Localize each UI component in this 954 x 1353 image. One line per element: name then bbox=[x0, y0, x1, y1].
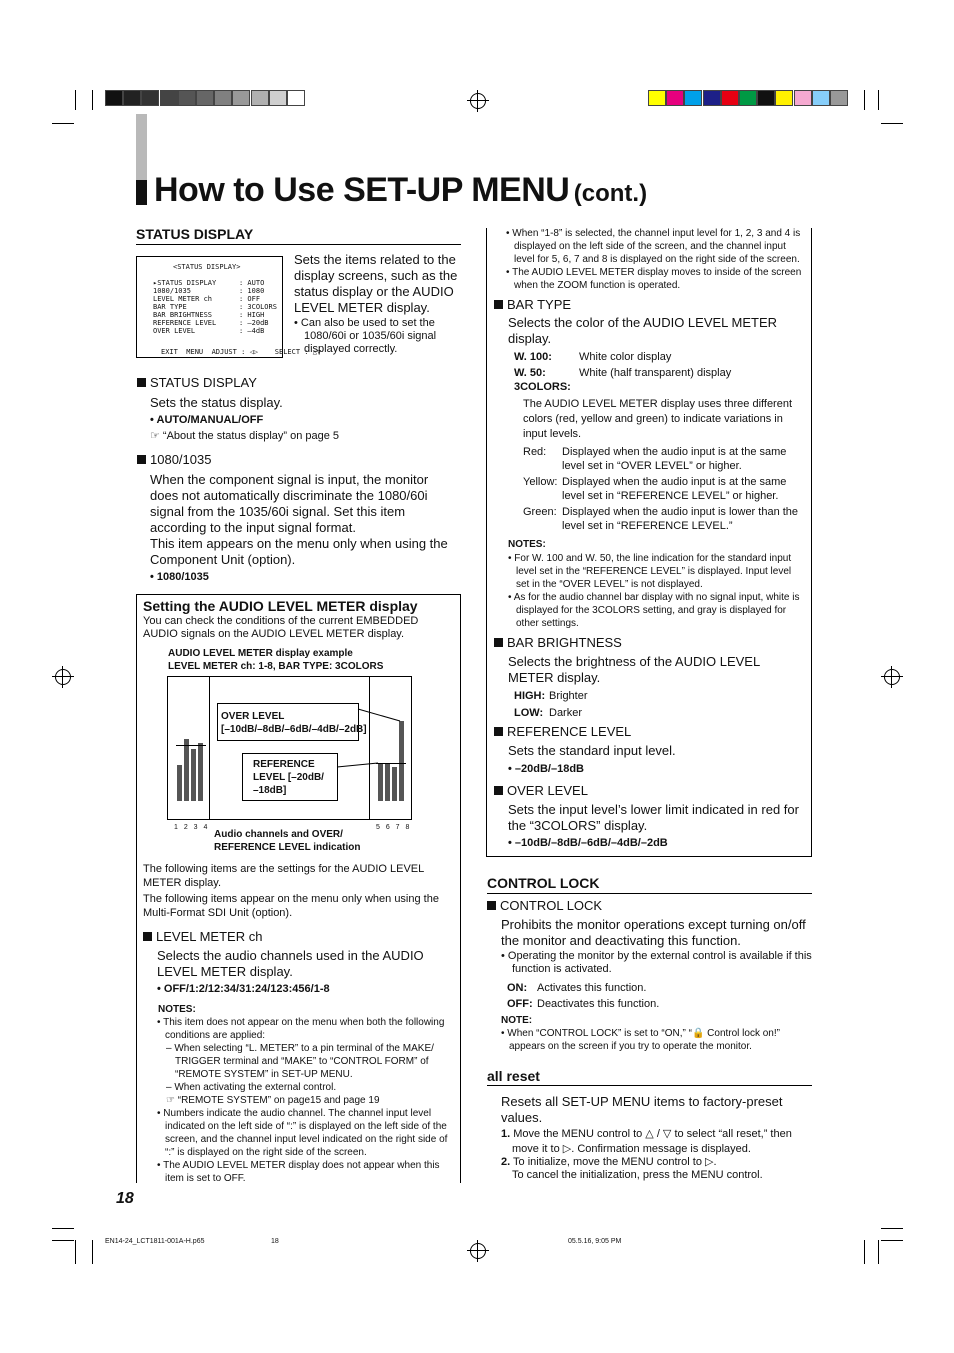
gray-swatch bbox=[287, 90, 305, 106]
status-display-options: • AUTO/MANUAL/OFF bbox=[150, 414, 264, 426]
menu-row-label: BAR BRIGHTNESS bbox=[153, 311, 213, 319]
item-control-lock: CONTROL LOCK bbox=[487, 898, 602, 914]
note-item: ☞ “REMOTE SYSTEM” on page15 and page 19 bbox=[166, 1095, 380, 1106]
item-1080-1035: 1080/1035 bbox=[137, 452, 211, 468]
option-row bbox=[507, 980, 659, 996]
color-item bbox=[523, 505, 807, 533]
option-key: W. 50: bbox=[514, 367, 546, 379]
color-key: Red: bbox=[523, 446, 547, 458]
option-row bbox=[514, 365, 731, 381]
menu-row-value: : 1080 bbox=[239, 287, 265, 295]
note-item: – When activating the external control. bbox=[166, 1082, 337, 1093]
note-item: • Numbers indicate the audio channel. The channel input level indicated on the left side of “:” is displayed on the left side of the screen, and the channel input level indicated on the right side of “:” is displayed on the right side of the screen. bbox=[157, 1108, 448, 1158]
option-value: White color display bbox=[579, 351, 672, 363]
option-value: Brighter bbox=[549, 690, 588, 702]
color-swatch bbox=[739, 90, 757, 106]
item-bar-type: BAR TYPE bbox=[494, 297, 571, 313]
bar-brightness-desc: Selects the brightness of the AUDIO LEVEL METER display. bbox=[508, 654, 760, 685]
registration-mark-right bbox=[884, 669, 900, 685]
status-display-desc: Sets the status display. bbox=[150, 395, 283, 410]
all-reset-heading: all reset bbox=[487, 1068, 540, 1084]
note-item: • When “1-8” is selected, the channel input level for 1, 2, 3 and 4 is displayed on the left side of the screen, and the channel input level for 5, 6, 7 and 8 is displayed on the right side of the screen. bbox=[506, 228, 801, 265]
bar-type-notes bbox=[508, 552, 804, 630]
menu-row bbox=[153, 327, 265, 335]
item-level-meter-ch: LEVEL METER ch bbox=[143, 929, 262, 945]
menu-row-value: : –20dB bbox=[239, 319, 269, 327]
footer-file: EN14-24_LCT1811-001A-H.p65 bbox=[105, 1238, 205, 1245]
option-row bbox=[514, 688, 588, 705]
color-swatch bbox=[666, 90, 684, 106]
color-swatch bbox=[775, 90, 793, 106]
menu-row-value: : 3COLORS bbox=[239, 303, 277, 311]
color-value: Displayed when the audio input is at the same level set in “REFERENCE LEVEL” or higher. bbox=[562, 476, 787, 502]
color-value: Displayed when the audio input is at the same level set in “OVER LEVEL” or higher. bbox=[562, 446, 787, 472]
bar-type-desc: Selects the color of the AUDIO LEVEL METER display. bbox=[508, 315, 778, 346]
control-lock-bullet: • Operating the monitor by the external control is available if this function is activated. bbox=[501, 950, 812, 975]
menu-row-label: REFERENCE LEVEL bbox=[153, 319, 217, 327]
level-meter-notes-title: NOTES: bbox=[158, 1004, 196, 1015]
registration-mark-top bbox=[470, 93, 486, 109]
item-1080-1035-options: • 1080/1035 bbox=[150, 571, 209, 583]
menu-row-label: OVER LEVEL bbox=[153, 327, 196, 335]
registration-mark-left bbox=[55, 669, 71, 685]
settings-intro: The following items are the settings for the AUDIO LEVEL METER display. bbox=[143, 863, 424, 889]
menu-row bbox=[153, 319, 269, 327]
option-key: ON: bbox=[507, 982, 528, 994]
menu-row-label: ▸STATUS DISPLAY bbox=[153, 279, 217, 287]
gray-swatch bbox=[141, 90, 159, 106]
note-item: – When selecting “L. METER” to a pin terminal of the MAKE/ TRIGGER terminal and “MAKE” to “CONTROL FORM” of “REMOTE SYSTEM” in SET-UP MENU. bbox=[166, 1043, 434, 1080]
settings-option-note: The following items appear on the menu only when using the Multi-Format SDI Unit (option). bbox=[143, 893, 439, 919]
color-swatch bbox=[794, 90, 812, 106]
bar-type-options bbox=[514, 349, 731, 381]
footer-page: 18 bbox=[271, 1238, 279, 1245]
option-row bbox=[514, 349, 731, 365]
color-value: Displayed when the audio input is lower than the level set in “REFERENCE LEVEL.” bbox=[562, 506, 799, 532]
bar-brightness-options bbox=[514, 688, 588, 722]
item-reference-level: REFERENCE LEVEL bbox=[494, 724, 631, 740]
status-display-ref: ☞ “About the status display” on page 5 bbox=[150, 430, 340, 442]
option-key: OFF: bbox=[507, 998, 533, 1010]
page-title: How to Use SET-UP MENU (cont.) bbox=[154, 171, 648, 209]
bar-type-notes-title: NOTES: bbox=[508, 539, 546, 550]
control-lock-desc: Prohibits the monitor operations except turning on/off the monitor and deactivating this function. bbox=[501, 917, 806, 948]
level-meter-options: • OFF/1:2/12:34/31:24/123:456/1-8 bbox=[157, 983, 330, 995]
title-marker bbox=[136, 180, 147, 205]
menu-row-label: LEVEL METER ch bbox=[153, 295, 213, 303]
example-caption-settings: LEVEL METER ch: 1-8, BAR TYPE: 3COLORS bbox=[168, 661, 384, 672]
channels-caption: Audio channels and OVER/ bbox=[214, 829, 343, 840]
menu-row bbox=[153, 279, 265, 287]
reference-level-callout: REFERENCE LEVEL [–20dB/ –18dB] bbox=[242, 753, 338, 801]
option-key: HIGH: bbox=[514, 690, 546, 702]
control-lock-note: • When “CONTROL LOCK” is set to “ON,” “🔒 Control lock on!” appears on the screen if you try to operate the monitor. bbox=[501, 1028, 780, 1052]
color-item bbox=[523, 445, 807, 473]
color-item bbox=[523, 475, 807, 503]
item-1080-1035-note: This item appears on the menu only when using the Component Unit (option). bbox=[150, 536, 448, 567]
menu-row-label: 1080/1035 bbox=[153, 287, 191, 295]
all-reset-desc: Resets all SET-UP MENU items to factory-preset values. bbox=[501, 1094, 783, 1125]
option-value: White (half transparent) display bbox=[579, 367, 732, 379]
status-display-intro: Sets the items related to the display screens, such as the status display or the AUDIO LEVEL METER display. bbox=[294, 252, 458, 315]
lock-icon: 🔒 bbox=[691, 1028, 705, 1039]
color-swatch bbox=[721, 90, 739, 106]
gray-swatch bbox=[251, 90, 269, 106]
option-row bbox=[507, 996, 659, 1012]
all-reset-step-1: 1. Move the MENU control to △ / ▽ to select “all reset,” then move it to ▷. Confirmation message is displayed. bbox=[501, 1128, 792, 1155]
three-colors-list bbox=[523, 445, 807, 535]
control-lock-note-title: NOTE: bbox=[501, 1015, 533, 1026]
note-item: • For W. 100 and W. 50, the line indication for the standard input level set in the “REFERENCE LEVEL” is displayed. Input level set in the “OVER LEVEL” is not displayed. bbox=[508, 553, 792, 590]
menu-row bbox=[153, 295, 261, 303]
color-swatch bbox=[812, 90, 830, 106]
menu-row-value: : HIGH bbox=[239, 311, 265, 319]
gray-swatch bbox=[105, 90, 123, 106]
right-channel-numbers: 5 6 7 8 bbox=[376, 824, 412, 831]
all-reset-step-2: 2. To initialize, move the MENU control to ▷. To cancel the initialization, press the MENU control. bbox=[501, 1156, 763, 1181]
meter-diagram bbox=[167, 676, 412, 820]
item-over-level: OVER LEVEL bbox=[494, 783, 588, 799]
status-menu-screen: <STATUS DISPLAY> ▸STATUS DISPLAY : AUTO 1080/1035 : 1080 LEVEL METER ch : OFF BAR TYPE : 3COLORS BAR BRIGHTNESS : HIGH REFERENCE LEVEL : –20dB OVER LEVEL : –4dB EXIT MENU ADJUST : ◁▷ SELECT : △▽ bbox=[136, 256, 283, 358]
control-lock-options bbox=[507, 980, 659, 1012]
status-display-intro-bullet: • Can also be used to set the 1080/60i or 1035/60i signal displayed correctly. bbox=[294, 317, 437, 355]
gray-swatch bbox=[178, 90, 196, 106]
menu-row-value: : AUTO bbox=[239, 279, 265, 287]
option-value: Deactivates this function. bbox=[537, 998, 660, 1010]
over-level-desc: Sets the input level’s lower limit indicated in red for the “3COLORS” display. bbox=[508, 802, 799, 833]
gray-swatch bbox=[269, 90, 287, 106]
note-item: • The AUDIO LEVEL METER display does not appear when this item is set to OFF. bbox=[157, 1160, 440, 1184]
over-level-options: • –10dB/–8dB/–6dB/–4dB/–2dB bbox=[508, 837, 668, 849]
reference-level-desc: Sets the standard input level. bbox=[508, 743, 676, 758]
color-swatch bbox=[703, 90, 721, 106]
menu-row bbox=[153, 287, 265, 295]
gray-swatch bbox=[123, 90, 141, 106]
gray-swatch bbox=[214, 90, 232, 106]
menu-row-value: : OFF bbox=[239, 295, 261, 303]
option-row bbox=[514, 705, 588, 722]
color-swatch bbox=[757, 90, 775, 106]
option-key: LOW: bbox=[514, 707, 544, 719]
example-caption: AUDIO LEVEL METER display example bbox=[168, 648, 353, 659]
menu-row bbox=[153, 311, 265, 319]
status-display-heading: STATUS DISPLAY bbox=[136, 226, 254, 242]
reference-level-options: • –20dB/–18dB bbox=[508, 763, 584, 775]
item-bar-brightness: BAR BRIGHTNESS bbox=[494, 635, 622, 651]
color-swatch bbox=[684, 90, 702, 106]
menu-row-label: BAR TYPE bbox=[153, 303, 187, 311]
over-level-callout: OVER LEVEL [–10dB/–8dB/–6dB/–4dB/–2dB] bbox=[217, 703, 359, 741]
option-key: W. 100: bbox=[514, 351, 552, 363]
item-1080-1035-desc: When the component signal is input, the monitor does not automatically discriminate the 1080/60i signal from the 1035/60i signal. Set this item according to the input signal format. bbox=[150, 472, 429, 535]
registration-mark-bottom bbox=[470, 1243, 486, 1259]
menu-row-value: : –4dB bbox=[239, 327, 265, 335]
color-swatch bbox=[830, 90, 848, 106]
option-value: Darker bbox=[549, 707, 583, 719]
left-channel-numbers: 1 2 3 4 bbox=[174, 824, 210, 831]
three-colors-label: 3COLORS: bbox=[514, 381, 571, 393]
note-item: • This item does not appear on the menu when both the following conditions are applied: bbox=[157, 1017, 445, 1041]
channels-caption-2: REFERENCE LEVEL indication bbox=[214, 842, 361, 853]
gray-swatch bbox=[232, 90, 250, 106]
gray-swatch bbox=[196, 90, 214, 106]
color-key: Green: bbox=[523, 506, 557, 518]
page-number: 18 bbox=[116, 1190, 134, 1207]
color-swatch bbox=[648, 90, 666, 106]
gray-swatch bbox=[160, 90, 178, 106]
footer-date: 05.5.16, 9:05 PM bbox=[568, 1238, 622, 1245]
menu-row bbox=[153, 303, 277, 311]
option-value: Activates this function. bbox=[537, 982, 647, 994]
item-status-display: STATUS DISPLAY bbox=[137, 375, 257, 391]
control-lock-heading: CONTROL LOCK bbox=[487, 875, 600, 891]
audio-section-heading: Setting the AUDIO LEVEL METER display bbox=[143, 598, 418, 614]
note-item: • The AUDIO LEVEL METER display moves to inside of the screen when the ZOOM function is operated. bbox=[506, 267, 802, 291]
level-meter-desc: Selects the audio channels used in the AUDIO LEVEL METER display. bbox=[157, 948, 424, 979]
left-accent-bar bbox=[136, 114, 147, 180]
note-item: • As for the audio channel bar display with no signal input, white is displayed for the 3COLORS setting, and gray is displayed for other settings. bbox=[508, 592, 800, 629]
three-colors-desc: The AUDIO LEVEL METER display uses three different colors (red, yellow and green) to indicate variations in input levels. bbox=[523, 398, 793, 440]
color-key: Yellow: bbox=[523, 476, 558, 488]
level-meter-notes-cont bbox=[506, 227, 802, 292]
level-meter-notes bbox=[157, 1016, 449, 1185]
audio-section-intro: You can check the conditions of the current EMBEDDED AUDIO signals on the AUDIO LEVEL METER display. bbox=[143, 615, 419, 640]
